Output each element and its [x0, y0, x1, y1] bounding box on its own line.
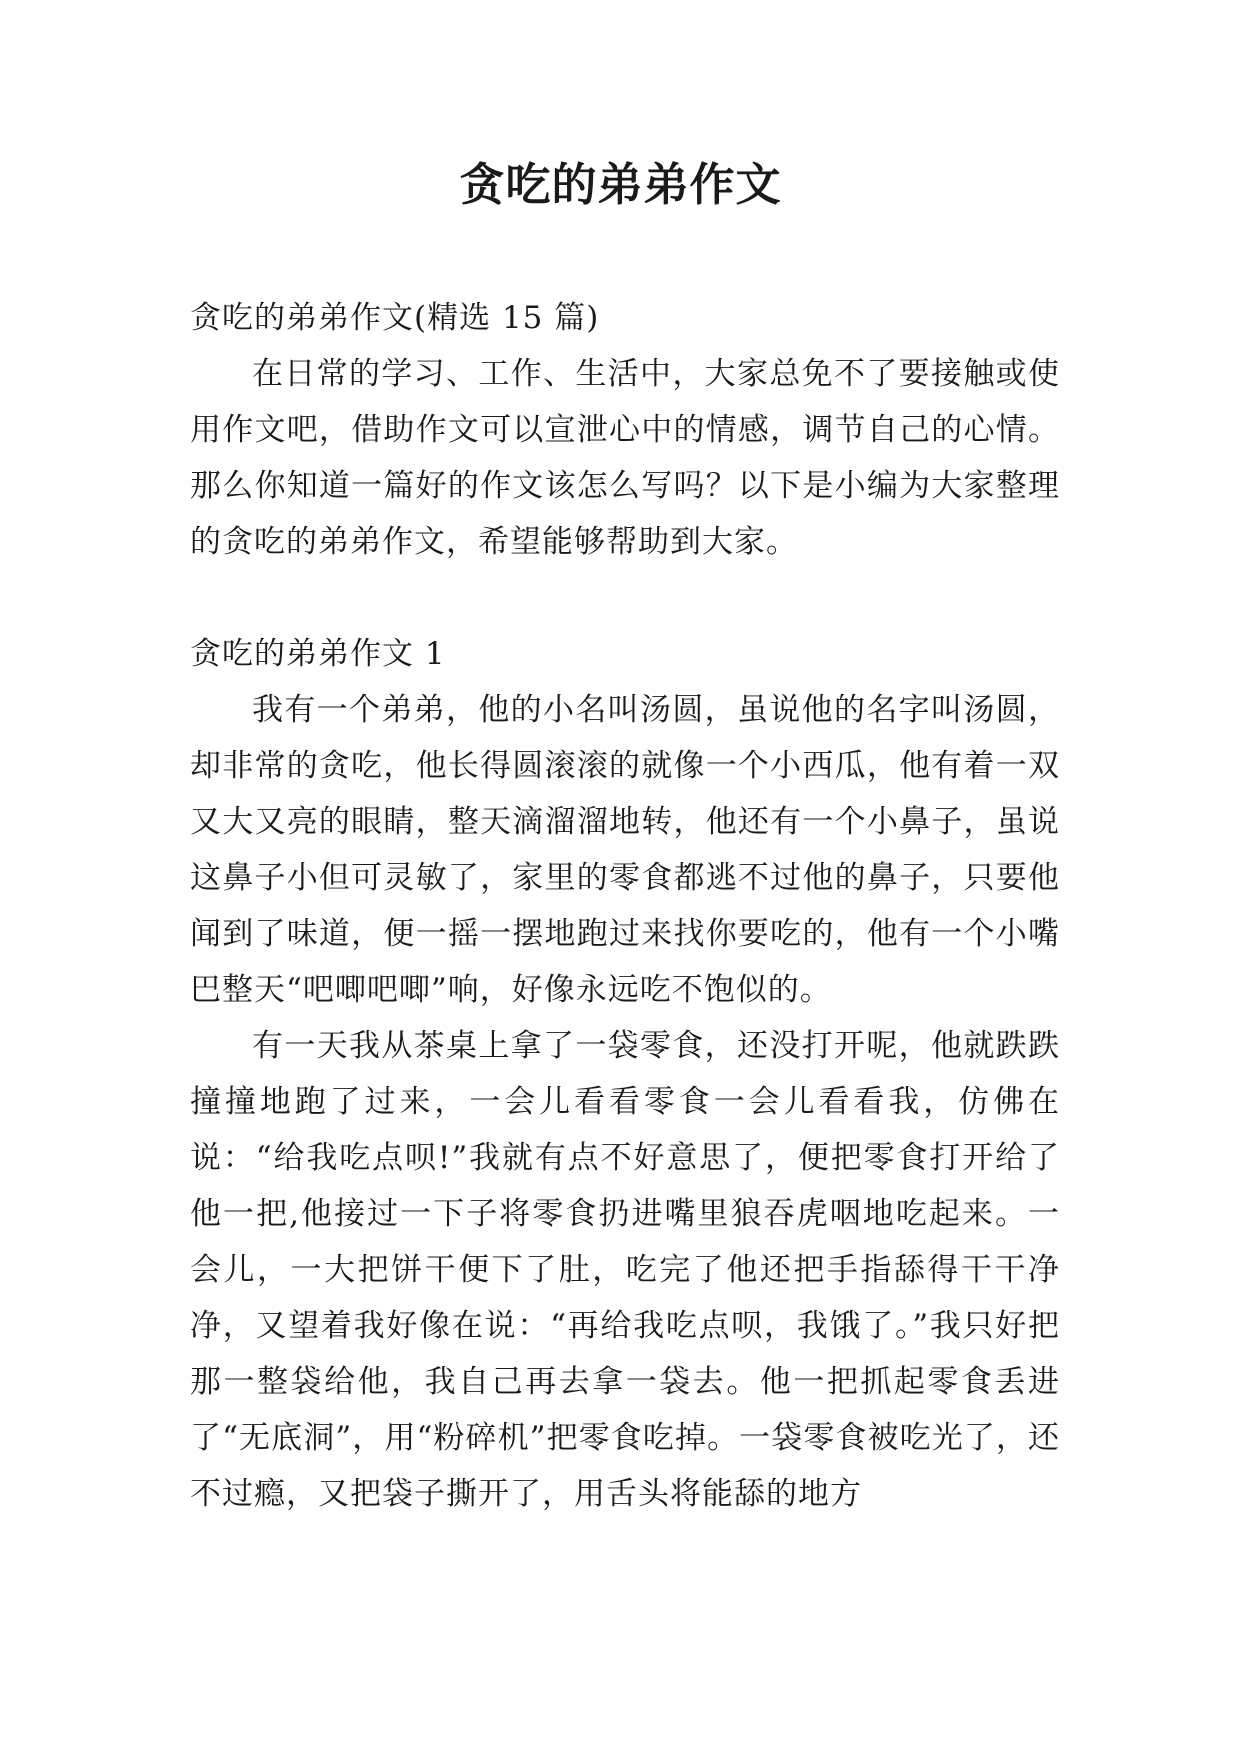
- document-subtitle: 贪吃的弟弟作文(精选 15 篇): [190, 300, 600, 336]
- document-title: 贪吃的弟弟作文: [459, 158, 782, 211]
- section-heading: 贪吃的弟弟作文 1: [190, 636, 446, 672]
- document-body: [190, 290, 1060, 1522]
- intro-paragraph: 在日常的学习、工作、生活中，大家总免不了要接触或使用作文吧，借助作文可以宣泄心中的情感，调节自己的心情。那么你知道一篇好的作文该怎么写吗？以下是小编为大家整理的贪吃的弟弟作文，希望能够帮助到大家。: [190, 356, 1060, 560]
- body-paragraph: 有一天我从茶桌上拿了一袋零食，还没打开呢，他就跌跌撞撞地跑了过来，一会儿看看零食一会儿看看我，仿佛在说：“给我吃点呗!”我就有点不好意思了，便把零食打开给了他一把,他接过一下子将零食扔进嘴里狼吞虎咽地吃起来。一会儿，一大把饼干便下了肚，吃完了他还把手指舔得干干净净，又望着我好像在说：“再给我吃点呗，我饿了。”我只好把那一整袋给他，我自己再去拿一袋去。他一把抓起零食丢进了“无底洞”，用“粉碎机”把零食吃掉。一袋零食被吃光了，还不过瘾，又把袋子撕开了，用舌头将能舔的地方: [190, 1028, 1060, 1512]
- section-spacer: [190, 570, 1060, 626]
- body-paragraph: 我有一个弟弟，他的小名叫汤圆，虽说他的名字叫汤圆，却非常的贪吃，他长得圆滚滚的就像一个小西瓜，他有着一双又大又亮的眼睛，整天滴溜溜地转，他还有一个小鼻子，虽说这鼻子小但可灵敏了，家里的零食都逃不过他的鼻子，只要他闻到了味道，便一摇一摆地跑过来找你要吃的，他有一个小嘴巴整天“吧唧吧唧”响，好像永远吃不饱似的。: [190, 692, 1060, 1008]
